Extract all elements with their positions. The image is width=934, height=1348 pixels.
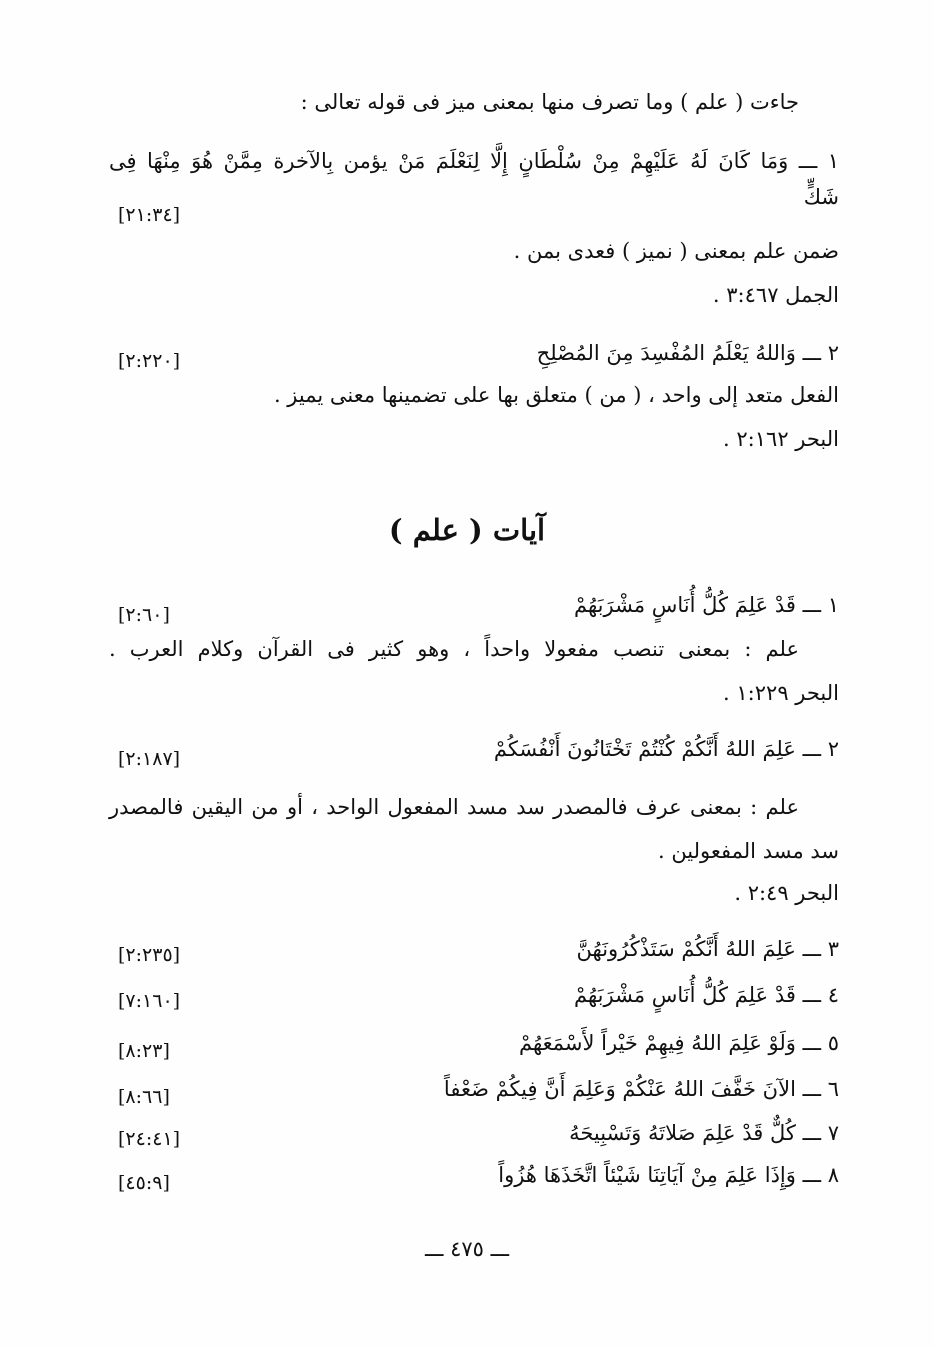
intro-line: جاءت ( علم ) وما تصرف منها بمعنى ميز فى قوله تعالى : [300,90,799,114]
source-citation: البحر ٢:١٦٢ . [723,427,839,451]
verse-reference: [٨:٢٣] [118,1040,170,1062]
section-heading: آيات ( علم ) [388,513,546,547]
grammar-note: علم : بمعنى تنصب مفعولا واحداً ، وهو كثير فى القرآن وكلام العرب . [109,637,799,661]
list-item: ٧ ـــ كُلٌّ قَدْ عَلِمَ صَلاتَهُ وَتَسْبِيحَهُ [569,1121,839,1145]
grammar-note: ضمن علم بمعنى ( نميز ) فعدى بمن . [513,239,839,263]
verse-reference: [٢١:٣٤] [118,204,181,226]
list-item: ٤ ـــ قَدْ عَلِمَ كُلُّ أُنَاسٍ مَشْرَبَهُمْ [574,983,839,1007]
source-citation: الجمل ٣:٤٦٧ . [712,283,839,307]
verse-line: ١ ـــ وَمَا كَانَ لَهُ عَلَيْهِمْ مِنْ سُلْطَانٍ إِلَّا لِنَعْلَمَ مَنْ يؤمن بِالآخرة مِمَّنْ هُوَ مِنْهَا فِى [109,149,839,173]
verse-reference: [٢:١٨٧] [118,748,181,770]
verse-reference: [٧:١٦٠] [118,990,181,1012]
source-citation: البحر ٢:٤٩ . [734,881,839,905]
grammar-note: الفعل متعد إلى واحد ، ( من ) متعلق بها على تضمينها معنى يميز . [273,383,839,407]
verse-reference: [٢:٦٠] [118,604,170,626]
list-item: ٨ ـــ وَإِذَا عَلِمَ مِنْ آيَاتِنَا شَيْئاً اتَّخَذَهَا هُزُواً [498,1163,839,1187]
verse-reference: [٢:٢٢٠] [118,350,181,372]
verse-reference: [٤٥:٩] [118,1172,170,1194]
verse-reference: [٨:٦٦] [118,1086,170,1108]
source-citation: البحر ١:٢٢٩ . [723,681,839,705]
verse-line: ١ ـــ قَدْ عَلِمَ كُلُّ أُنَاسٍ مَشْرَبَهُمْ [574,593,839,617]
grammar-note-continuation: سد مسد المفعولين . [657,839,839,863]
verse-reference: [٢٤:٤١] [118,1128,181,1150]
verse-reference: [٢:٢٣٥] [118,944,181,966]
page-number: ـــ ٤٧٥ ـــ [424,1237,510,1261]
list-item: ٥ ـــ وَلَوْ عَلِمَ اللهُ فِيهِمْ خَيْراً لأَسْمَعَهُمْ [518,1031,839,1055]
list-item: ٣ ـــ عَلِمَ اللهُ أَنَّكُمْ سَتَذْكُرُونَهُنَّ [576,937,839,961]
verse-line: ٢ ـــ عَلِمَ اللهُ أَنَّكُمْ كُنْتُمْ تَخْتَانُونَ أَنْفُسَكُمْ [493,737,839,761]
list-item: ٦ ـــ الآنَ خَفَّفَ اللهُ عَنْكُمْ وَعَلِمَ أَنَّ فِيكُمْ ضَعْفاً [443,1077,839,1101]
grammar-note: علم : بمعنى عرف فالمصدر سد مسد المفعول الواحد ، أو من اليقين فالمصدر [109,795,799,819]
verse-continuation: شَكٍّ [803,185,839,209]
verse-line: ٢ ـــ وَاللهُ يَعْلَمُ المُفْسِدَ مِنَ المُصْلِحِ [536,341,839,365]
